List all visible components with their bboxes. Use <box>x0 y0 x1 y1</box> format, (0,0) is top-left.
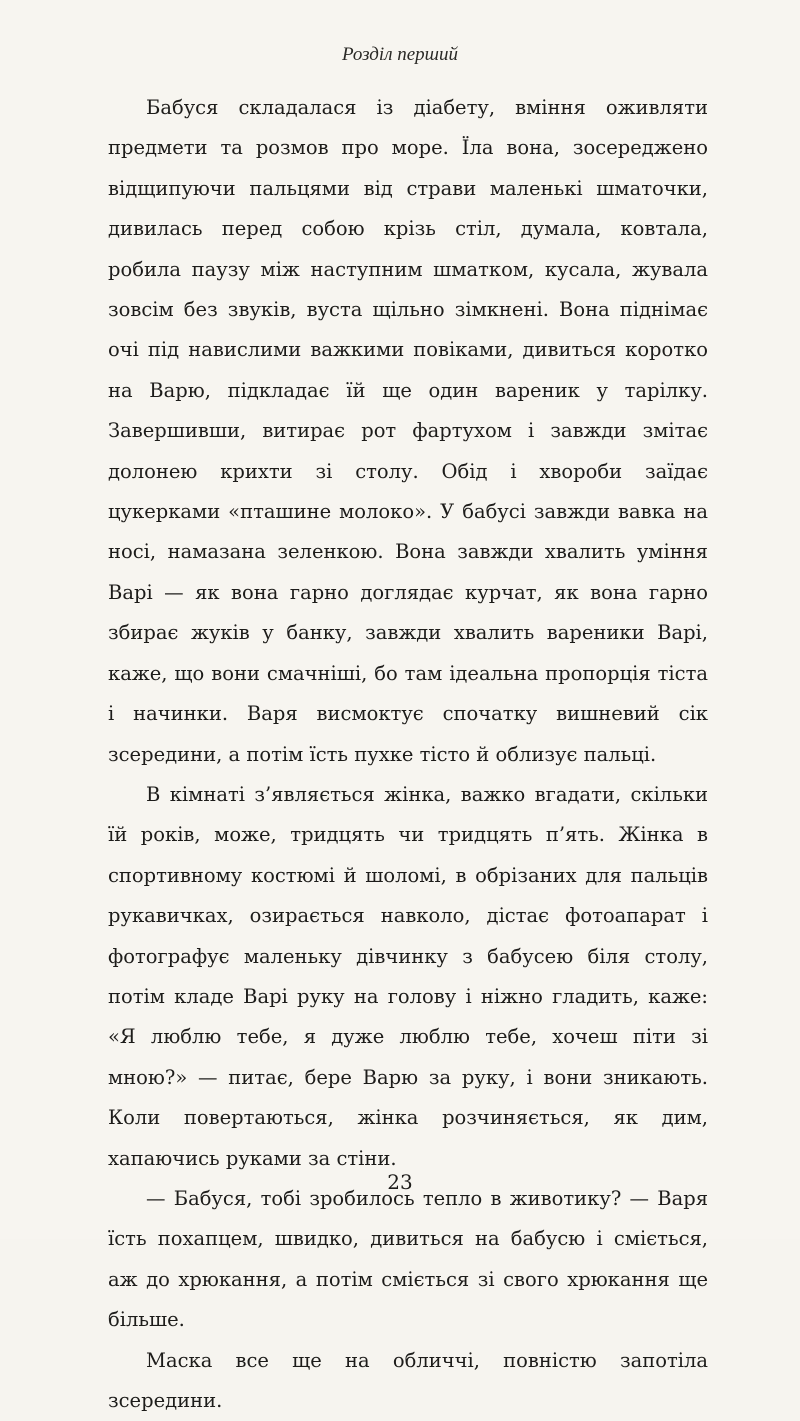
paragraph-4: Маска все ще на обличчі, повністю запотіла зсередини. <box>108 1348 708 1412</box>
body-text <box>108 88 708 1421</box>
paragraph-2: В кімнаті з’являється жінка, важко вгадати, скільки їй років, може, тридцять чи тридцять п’ять. Жінка в спортивному костюмі й шоломі, в обрізаних для пальців рукавичках, озирається навколо, дістає фотоапарат і фотографує маленьку дівчинку з бабусею біля столу, потім кладе Варі руку на голову і ніжно гладить, каже: «Я люблю тебе, я дуже люблю тебе, хочеш піти зі мною?» — питає, бере Варю за руку, і вони зникають. Коли повертаються, жінка розчиняється, як дим, хапаючись руками за стіни. <box>108 782 708 1170</box>
paragraph-1: Бабуся складалася із діабету, вміння оживляти предмети та розмов про море. Їла вона, зосереджено відщипуючи пальцями від страви маленькі шматочки, дивилась перед собою крізь стіл, думала, ковтала, робила паузу між наступним шматком, кусала, жувала зовсім без звуків, вуста щільно зімкнені. Вона піднімає очі під навислими важкими повіками, дивиться коротко на Варю, підкладає їй ще один вареник у тарілку. Завершивши, витирає рот фартухом і завжди змітає долонею крихти зі столу. Обід і хвороби заїдає цукерками «пташине молоко». У бабусі завжди вавка на носі, намазана зеленкою. Вона завжди хвалить уміння Варі — як вона гарно доглядає курчат, як вона гарно збирає жуків у банку, завжди хвалить вареники Варі, каже, що вони смачніші, бо там ідеальна пропорція тіста і начинки. Варя висмоктує спочатку вишневий сік зсередини, а потім їсть пухке тісто й облизує пальці. <box>108 96 708 766</box>
paragraph-3: — Бабуся, тобі зробилось тепло в животику? — Варя їсть похапцем, швидко, дивиться на бабусю і сміється, аж до хрюкання, а потім сміється зі свого хрюкання ще більше. <box>108 1186 708 1332</box>
running-head: Розділ перший <box>341 44 459 65</box>
page-number: 23 <box>387 1170 413 1194</box>
